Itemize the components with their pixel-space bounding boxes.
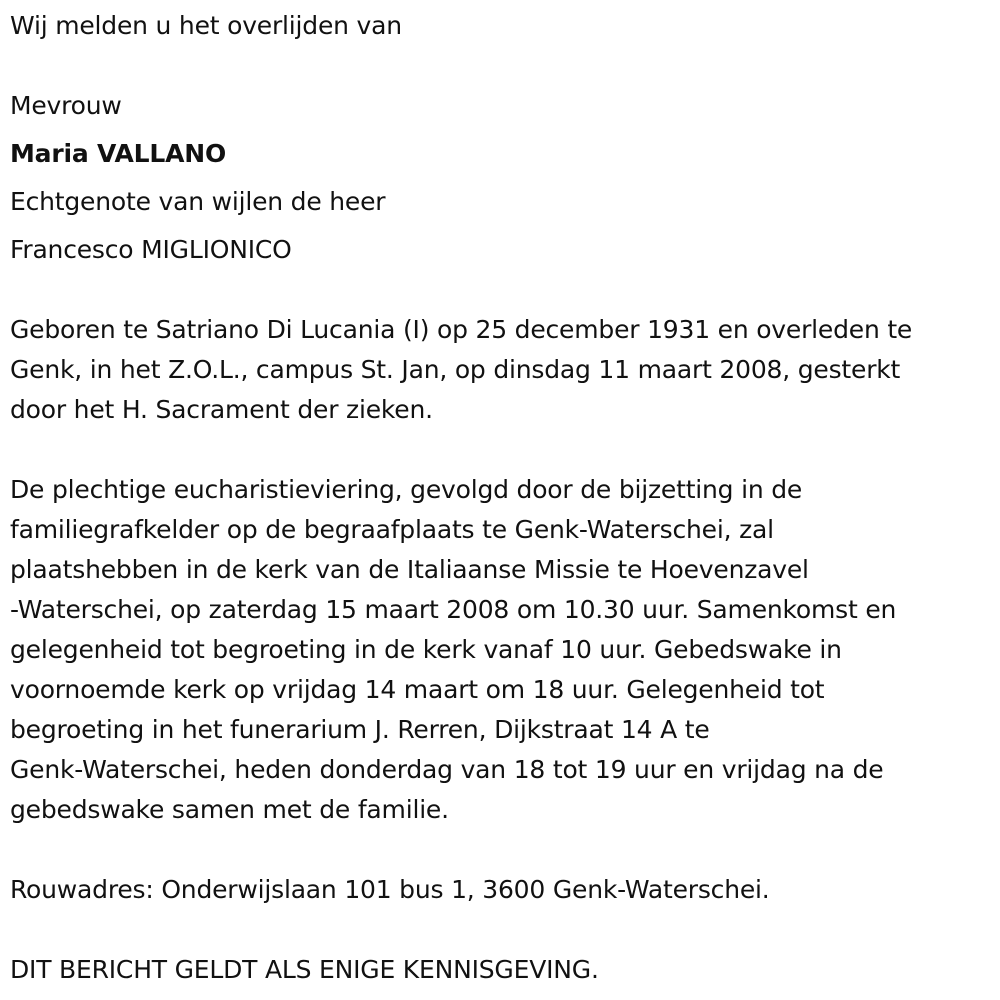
paragraph-line: gebedswake samen met de familie.: [10, 795, 449, 824]
paragraph-line: Genk-Waterschei, heden donderdag van 18 tot 19 uur en vrijdag na de: [10, 755, 884, 784]
paragraph-line: De plechtige eucharistieviering, gevolgd door de bijzetting in de: [10, 475, 803, 504]
paragraph-line: begroeting in het funerarium J. Rerren, Dijkstraat 14 A te: [10, 715, 710, 744]
paragraph-line: familiegrafkelder op de begraafplaats te Genk-Waterschei, zal: [10, 515, 774, 544]
paragraph-line: Genk, in het Z.O.L., campus St. Jan, op dinsdag 11 maart 2008, gesterkt: [10, 355, 901, 384]
mourning-address: Rouwadres: Onderwijslaan 101 bus 1, 3600 Genk-Waterschei.: [10, 875, 770, 904]
paragraph-line: plaatshebben in de kerk van de Italiaanse Missie te Hoevenzavel: [10, 555, 809, 584]
paragraph-line: gelegenheid tot begroeting in de kerk vanaf 10 uur. Gebedswake in: [10, 635, 842, 664]
paragraph-line: door het H. Sacrament der zieken.: [10, 395, 433, 424]
spouse-name: Francesco MIGLIONICO: [10, 235, 292, 264]
paragraph-line: -Waterschei, op zaterdag 15 maart 2008 om 10.30 uur. Samenkomst en: [10, 595, 897, 624]
ceremony-paragraph: [10, 470, 896, 830]
salutation: Mevrouw: [10, 91, 122, 120]
intro-text: Wij melden u het overlijden van: [10, 11, 402, 40]
paragraph-line: voornoemde kerk op vrijdag 14 maart om 18 uur. Gelegenheid tot: [10, 675, 825, 704]
spouse-line: Echtgenote van wijlen de heer: [10, 187, 386, 216]
closing-statement: DIT BERICHT GELDT ALS ENIGE KENNISGEVING.: [10, 955, 599, 984]
paragraph-line: Geboren te Satriano Di Lucania (I) op 25 december 1931 en overleden te: [10, 315, 913, 344]
deceased-name: Maria VALLANO: [10, 139, 227, 168]
birth-death-paragraph: [10, 310, 912, 430]
